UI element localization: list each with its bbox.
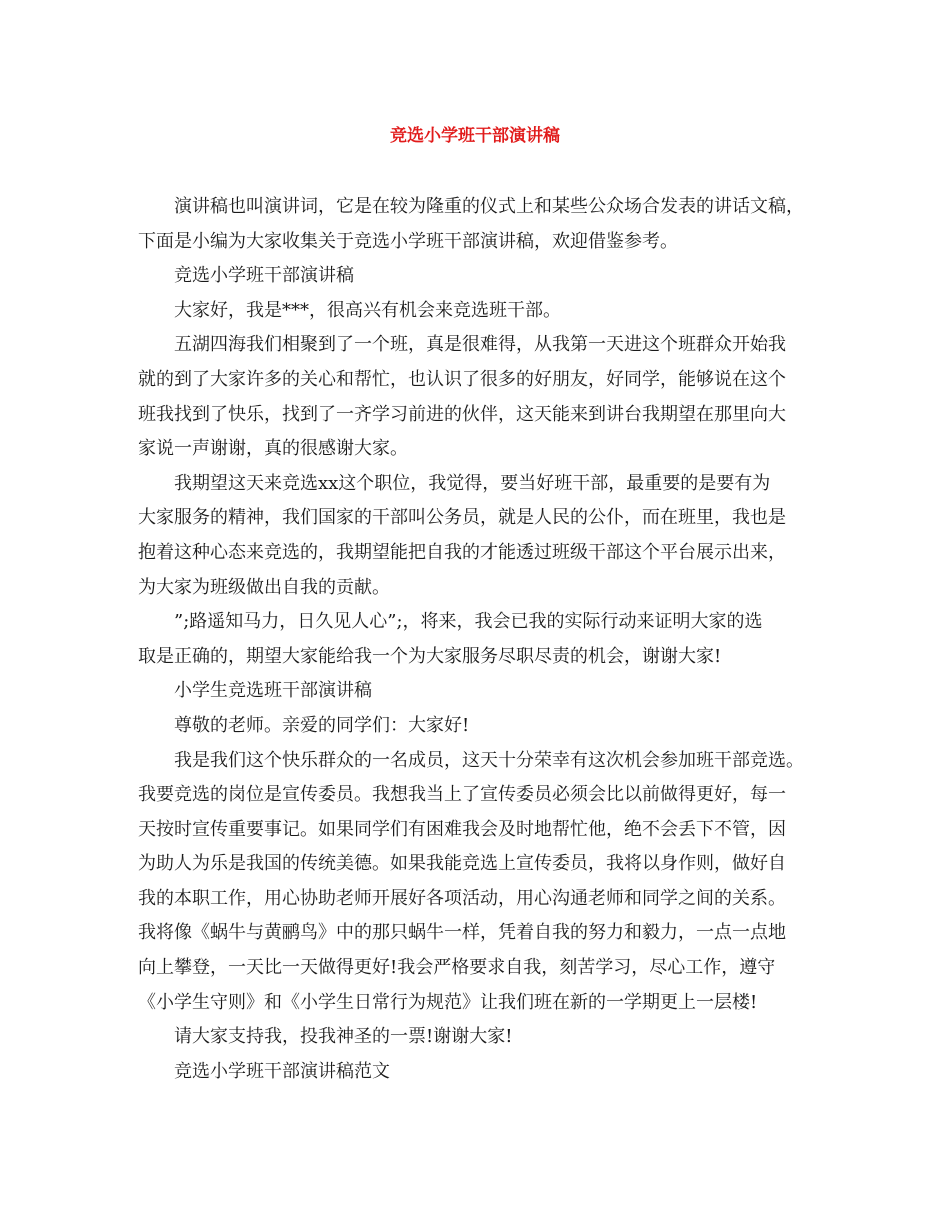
text-line: 《小学生守则》和《小学生日常行为规范》让我们班在新的一学期更上一层楼! bbox=[138, 991, 758, 1013]
document-title: 竞选小学班干部演讲稿 bbox=[390, 126, 560, 146]
text-line: 小学生竞选班干部演讲稿 bbox=[174, 680, 372, 702]
text-line: 家说一声谢谢，真的很感谢大家。 bbox=[138, 438, 408, 460]
text-line: 大家服务的精神，我们国家的干部叫公务员，就是人民的公仆，而在班里，我也是 bbox=[138, 507, 786, 529]
text-line: 我期望这天来竞选xx这个职位，我觉得，要当好班干部，最重要的是要有为 bbox=[174, 472, 771, 494]
text-line: 天按时宣传重要事记。如果同学们有困难我会及时地帮忙他，绝不会丢下不管，因 bbox=[138, 818, 786, 840]
text-line: 尊敬的老师。亲爱的同学们：大家好! bbox=[174, 714, 470, 736]
text-line: ”;路遥知马力，日久见人心”;，将来，我会已我的实际行动来证明大家的选 bbox=[174, 611, 763, 633]
text-line: 为助人为乐是我国的传统美德。如果我能竞选上宣传委员，我将以身作则，做好自 bbox=[138, 853, 786, 875]
text-line: 为大家为班级做出自我的贡献。 bbox=[138, 576, 390, 598]
text-line: 请大家支持我，投我神圣的一票!谢谢大家! bbox=[174, 1026, 513, 1048]
text-line: 竞选小学班干部演讲稿 bbox=[174, 265, 354, 287]
text-line: 我将像《蜗牛与黄鹂鸟》中的那只蜗牛一样，凭着自我的努力和毅力，一点一点地 bbox=[138, 922, 786, 944]
document-body bbox=[138, 190, 814, 1089]
text-line: 就的到了大家许多的关心和帮忙，也认识了很多的好朋友，好同学，能够说在这个 bbox=[138, 368, 786, 390]
text-line: 抱着这种心态来竞选的，我期望能把自我的才能透过班级干部这个平台展示出来， bbox=[138, 541, 786, 563]
text-line: 我的本职工作，用心协助老师开展好各项活动，用心沟通老师和同学之间的关系。 bbox=[138, 887, 786, 909]
text-line: 演讲稿也叫演讲词，它是在较为隆重的仪式上和某些公众场合发表的讲话文稿， bbox=[174, 196, 804, 217]
text-line: 五湖四海我们相聚到了一个班，真是很难得，从我第一天进这个班群众开始我 bbox=[174, 334, 786, 356]
text-line: 向上攀登，一天比一天做得更好!我会严格要求自我，刻苦学习，尽心工作，遵守 bbox=[138, 957, 776, 979]
text-line: 竞选小学班干部演讲稿范文 bbox=[174, 1060, 390, 1082]
text-line: 取是正确的，期望大家能给我一个为大家服务尽职尽责的机会，谢谢大家! bbox=[138, 645, 722, 667]
text-line: 班我找到了快乐，找到了一齐学习前进的伙伴，这天能来到讲台我期望在那里向大 bbox=[138, 403, 786, 425]
text-line: 下面是小编为大家收集关于竞选小学班干部演讲稿，欢迎借鉴参考。 bbox=[138, 230, 678, 252]
text-line: 我要竞选的岗位是宣传委员。我想我当上了宣传委员必须会比以前做得更好，每一 bbox=[138, 784, 786, 806]
text-line: 大家好，我是***，很高兴有机会来竞选班干部。 bbox=[174, 299, 561, 321]
text-line: 我是我们这个快乐群众的一名成员，这天十分荣幸有这次机会参加班干部竞选。 bbox=[174, 749, 804, 771]
